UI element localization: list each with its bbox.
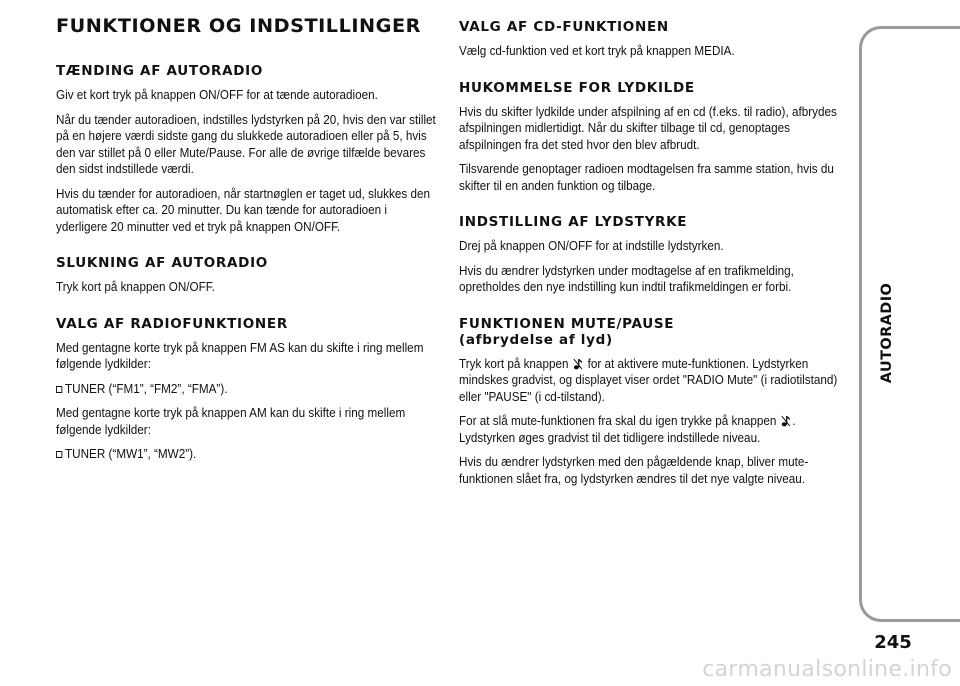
bullet-item	[56, 381, 441, 398]
page-number: 245	[874, 632, 912, 653]
text-run: . Lydstyrken øges gradvist til det tidligere indstillede niveau.	[459, 413, 796, 445]
section-heading-mute-pause	[459, 316, 847, 348]
section-heading-source-memory: HUKOMMELSE FOR LYDKILDE	[459, 79, 695, 96]
paragraph: Hvis du ændrer lydstyrken med den pågældende knap, bliver mute-funktionen slået fra, og lydstyrken ændres til det nye valgte niveau.	[459, 454, 809, 486]
mute-note-icon	[574, 358, 583, 370]
right-column	[459, 16, 847, 495]
paragraph: Med gentagne korte tryk på knappen AM kan du skifte i ring mellem følgende lydkilder:	[56, 405, 406, 437]
watermark: carmanualsonline.info	[702, 657, 952, 682]
paragraph: Vælg cd-funktion ved et kort tryk på knappen MEDIA.	[459, 43, 735, 58]
paragraph: Hvis du skifter lydkilde under afspilning af en cd (f.eks. til radio), afbrydes afspilningen midlertidigt. Når du skifter tilbage til cd, genoptages afspilningen fra det sted hvor den blev afbrudt.	[459, 103, 837, 152]
paragraph: Hvis du tænder for autoradioen, når startnøglen er taget ud, slukkes den automatisk efter ca. 20 minutter. Du kan tænde for autoradioen i yderligere 20 minutter ved et tryk på knappen ON/OFF.	[56, 185, 430, 234]
paragraph: Hvis du ændrer lydstyrken under modtagelse af en trafikmelding, opretholdes den nye indstilling kun indtil trafikmeldingen er forbi.	[459, 262, 794, 294]
page-title: FUNKTIONER OG INDSTILLINGER	[56, 16, 421, 37]
paragraph: Tryk kort på knappen ON/OFF.	[56, 279, 215, 294]
text-run: for at aktivere mute-funktionen. Lydstyrken mindskes gradvist, og displayet viser ordet "RADIO Mute" (i radiotilstand) eller "PAUSE" (i cd-tilstand).	[459, 355, 838, 404]
text-run: Tryk kort på knappen	[459, 355, 569, 371]
paragraph: Drej på knappen ON/OFF for at indstille lydstyrken.	[459, 238, 724, 253]
section-heading-volume: INDSTILLING AF LYDSTYRKE	[459, 214, 688, 230]
paragraph	[459, 356, 847, 406]
bullet-text: TUNER (“FM1”, “FM2”, “FMA”).	[65, 380, 228, 396]
paragraph: Tilsvarende genoptager radioen modtagelsen fra samme station, hvis du skifter til en anden funktion og tilbage.	[459, 161, 834, 193]
bullet-item	[56, 446, 441, 463]
heading-subtitle: (afbrydelse af lyd)	[459, 331, 613, 348]
paragraph: Når du tænder autoradioen, indstilles lydstyrken på 20, hvis den var stillet på en højere værdi sidste gang du slukkede autoradioen eller på 5, hvis den var stillet på 0 eller Mute/Pause. For alle de øvrige tilfælde bevares den sidst indstillede værdi.	[56, 111, 436, 176]
section-heading-power-on: TÆNDING AF AUTORADIO	[56, 63, 264, 79]
chapter-tab-label: AUTORADIO	[879, 282, 895, 384]
heading-line: FUNKTIONEN MUTE/PAUSE	[459, 315, 675, 332]
left-column	[56, 16, 441, 471]
section-heading-cd-function: VALG AF CD-FUNKTIONEN	[459, 19, 669, 35]
bullet-box-icon	[56, 451, 62, 458]
section-heading-power-off: SLUKNING AF AUTORADIO	[56, 255, 268, 271]
bullet-box-icon	[56, 386, 62, 393]
paragraph: Giv et kort tryk på knappen ON/OFF for at tænde autoradioen.	[56, 87, 378, 102]
text-run: For at slå mute-funktionen fra skal du igen trykke på knappen	[459, 413, 777, 428]
bullet-text: TUNER (“MW1”, “MW2”).	[65, 446, 197, 461]
paragraph	[459, 413, 847, 446]
section-heading-radio-functions: VALG AF RADIOFUNKTIONER	[56, 315, 288, 332]
mute-note-icon	[781, 415, 790, 427]
paragraph: Med gentagne korte tryk på knappen FM AS kan du skifte i ring mellem følgende lydkilder:	[56, 339, 424, 371]
